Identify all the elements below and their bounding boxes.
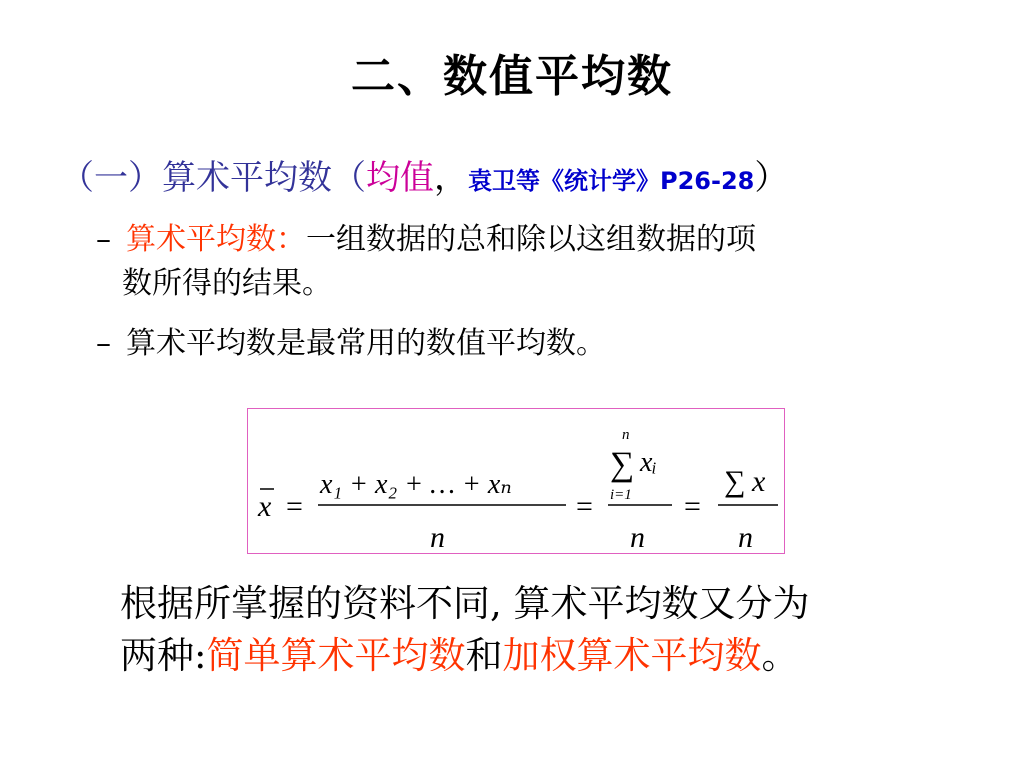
simple-mean-term: 简单算术平均数	[206, 634, 466, 677]
formula-box	[247, 408, 785, 554]
sum-term-x: x	[752, 465, 766, 498]
denominator-2: n	[630, 521, 645, 554]
sum-upper-limit: n	[622, 427, 630, 443]
sigma-symbol-2: ∑	[724, 465, 746, 498]
bullet-usage	[96, 322, 996, 366]
formula-lhs: x	[258, 490, 272, 523]
heading-close: ）	[754, 158, 789, 198]
bullet-text-continued: 数所得的结果。	[122, 266, 332, 301]
summary-paragraph	[120, 578, 1000, 682]
summary-connector: 和	[465, 634, 503, 677]
summary-end: 。	[761, 634, 799, 677]
heading-open: （一）算术平均数（	[60, 158, 366, 198]
bullet-definition	[96, 218, 996, 306]
denominator-3: n	[738, 521, 753, 554]
equals-sign-1: =	[286, 490, 303, 523]
section-heading	[60, 150, 1020, 199]
bullet-dash: –	[96, 222, 111, 257]
summary-line-2-start: 两种:	[120, 634, 207, 677]
denominator-1: n	[430, 521, 445, 554]
equals-sign-2: =	[576, 490, 593, 523]
bullet-text: 算术平均数是最常用的数值平均数。	[126, 326, 606, 361]
sigma-symbol: ∑	[610, 446, 635, 483]
sum-term-xi: xᵢ	[640, 447, 657, 478]
formula-graphic	[248, 409, 786, 555]
heading-comma: ，	[434, 158, 468, 198]
equals-sign-3: =	[684, 490, 701, 523]
bullet-text: 一组数据的总和除以这组数据的项	[306, 222, 756, 257]
heading-accent: 均值	[366, 158, 434, 198]
bullet-term: 算术平均数：	[126, 222, 306, 257]
heading-reference: 袁卫等《统计学》P26-28	[468, 167, 755, 195]
weighted-mean-term: 加权算术平均数	[502, 634, 762, 677]
numerator-sum-list: x₁ + x₂ + … + xₙ	[320, 469, 512, 500]
slide-title: 二、数值平均数	[351, 51, 673, 102]
summary-line-1: 根据所掌握的资料不同, 算术平均数又分为	[120, 582, 810, 625]
bullet-dash: –	[96, 326, 111, 361]
sum-lower-limit: i=1	[610, 487, 632, 503]
